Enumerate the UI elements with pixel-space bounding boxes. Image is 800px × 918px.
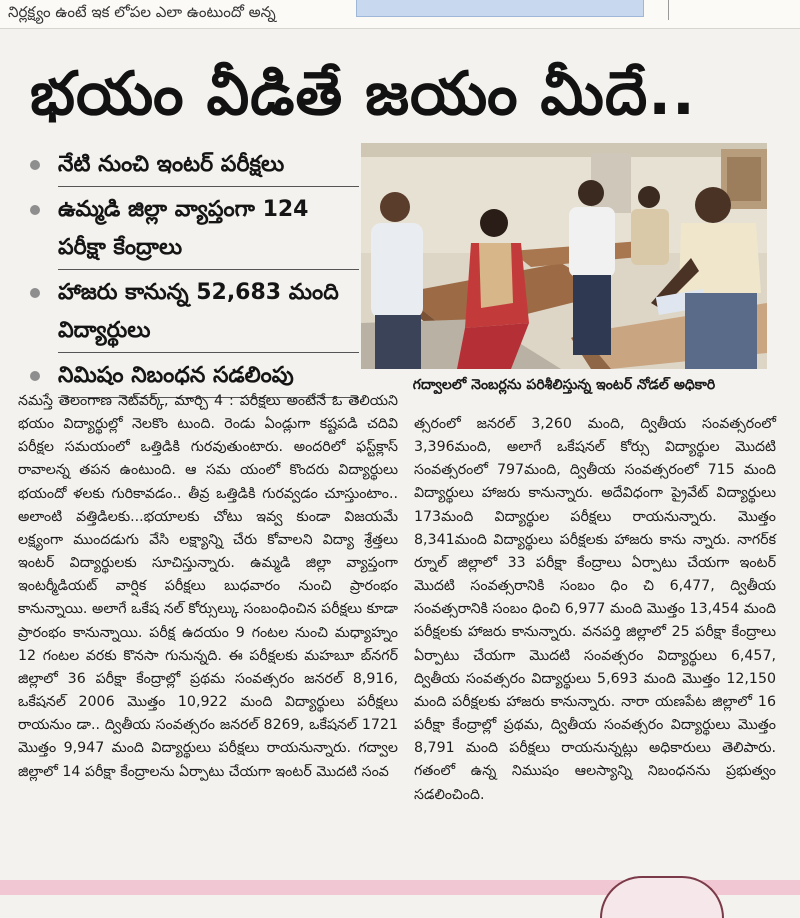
next-article-photo-edge (600, 876, 724, 918)
highlight-text: హాజరు కానున్న 52,683 మంది విద్యార్థులు (58, 274, 359, 353)
bullet-dot-icon (30, 205, 40, 215)
previous-article-strip (0, 0, 800, 29)
previous-article-text: నిర్లక్ష్యం ఉంటే ఇక లోపల ఎలా ఉంటుందో అన్న (8, 3, 276, 21)
highlight-item (14, 191, 359, 270)
bullet-dot-icon (30, 288, 40, 298)
headline: భయం వీడితే జయం మీదే.. (30, 59, 696, 129)
article-body-left-column (18, 390, 398, 784)
highlight-text: ఉమ్మడి జిల్లా వ్యాప్తంగా 124 పరీక్షా కేంద్రాలు (58, 191, 359, 270)
photo-caption: గద్వాలలో నెంబర్లను పరిశీలిస్తున్న ఇంటర్ నోడల్ అధికారి (361, 371, 767, 399)
article-paragraph: నమస్తే తెలంగాణ నెట్‌వర్క్, మార్చి 4 : పరీక్షలు అంటేనే ఓ తెలియని భయం విద్యార్థుల్లో నెలకొం టుంది. రెండు ఏండ్లుగా కష్టపడి చదివి పరీక్షల సమయంలో ఒత్తిడికి గురవుతుంటారు. అందరిలో ఫస్ట్‌క్లాస్ రావాలన్న తపన ఉంటుంది. ఆ సమ యంలో కొందరు విద్యార్థులు భయందో ళలకు గురికావడం.. తీవ్ర ఒత్తిడికి గురవ్వడం చూస్తుంటాం.. అలాంటి వత్తిడిలకు...భయాలకు చోటు ఇవ్వ కుండా విజయమే లక్ష్యంగా ముందడుగు వేసి లక్ష్యాన్ని చేరు కోవాలని విద్యా శ్రేత్తలు ఇంటర్ విద్యార్థులకు సూచిస్తున్నారు. ఉమ్మడి జిల్లా వ్యాప్తంగా ఇంటర్మీడియట్ వార్షిక పరీక్షలు బుధవారం నుంచి ప్రారంభం కానున్నాయి. అలాగే ఒకేష నల్ కోర్సుల్కు సంబంధించిన పరీక్షలు కూడా ప్రారంభం కానున్నాయి. పరీక్ష ఉదయం 9 గంటల నుంచి మధ్యాహ్నం 12 గంటల వరకు కొనసా గునున్నది. ఈ పరీక్షలకు మహబూ బ్‌నగర్ జిల్లాలో 36 పరీక్షా కేంద్రాల్లో ప్రథమ సంవత్సరం జనరల్ 8,916, ఒకేషనల్ 2006 మొత్తం 10,922 మంది విద్యార్థులు పరీక్షలు రాయనుం డా.. ద్వితీయ సంవత్సరం జనరల్ 8269, ఒకేషనల్ 1721 మొత్తం 9,947 మంది విద్యార్థులు పరీక్షలు రాయనున్నారు. గద్వాల జిల్లాలో 14 పరీక్షా కేంద్రాలను ఏర్పాటు చేయగా ఇంటర్ మొదటి సంవ (18, 393, 398, 780)
article-photo (361, 143, 767, 369)
article-paragraph: త్సరంలో జనరల్ 3,260 మంది, ద్వితీయ సంవత్సరంలో 3,396మంది, అలాగే ఒకేషనల్ కోర్సు విద్యార్థుల మొదటి సంవత్సరంలో 797మంది, ద్వితీయ సంవత్సరంలో 715 మంది విద్యార్థులు హాజరు కానున్నారు. అదేవిధంగా ప్రైవేట్ విద్యార్థులు 173మంది విద్యార్థుల పరీక్షలు రాయనున్నారు. మొత్తం 8,341మంది విద్యార్థులు పరీక్షలకు హాజరు కాను న్నారు. నాగర్‌క ర్నూల్ జిల్లాలో 33 పరీక్షా కేంద్రాలు ఏర్పాటు చేయగా ఇంటర్ మొదటి సంవత్సరానికి సంబం ధిం చి 6,477, ద్వితీయ సంవత్సరానికి సంబం ధించి 6,977 మంది మొత్తం 13,454 మంది పరీక్షలకు హాజరు కానున్నారు. వనపర్తి జిల్లాలో 25 పరీక్షా కేంద్రాలు ఏర్పాటు చేయగా మొదటి సంవత్సరం విద్యార్థులు 6,457, ద్వితీయ సంవత్సరం విద్యార్థులు 5,693 మంది మొత్తం 12,150 మంది పరీక్షలకు హాజరు కానున్నారు. నారా యణపేట జిల్లాలో 16 పరీక్షా కేంద్రాల్లో ప్రథమ, ద్వితీయ సంవత్సరం విద్యార్థులు మొత్తం 8,791 మంది పరీక్షలు రాయనున్నట్లు అధికారులు తెలిపారు. గతంలో ఉన్న నిముషం ఆలస్యాన్ని నిబంధనను ప్రభుత్వం సడలించింది. (414, 416, 776, 803)
column-divider (668, 0, 669, 20)
highlight-item (14, 274, 359, 353)
article-body-right-column (414, 413, 776, 807)
highlight-item (14, 146, 359, 187)
highlight-text: నేటి నుంచి ఇంటర్ పరీక్షలు (58, 146, 359, 187)
highlights-list (14, 146, 359, 402)
bullet-dot-icon (30, 160, 40, 170)
previous-article-highlight-box (356, 0, 644, 17)
bullet-dot-icon (30, 371, 40, 381)
highlight-text: నిమిషం నిబంధన సడలింపు (58, 357, 359, 398)
